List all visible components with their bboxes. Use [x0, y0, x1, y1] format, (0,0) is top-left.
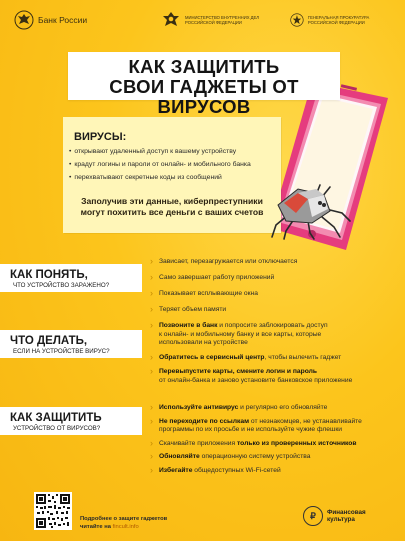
header-logos — [14, 8, 391, 32]
list-item-text: от онлайн-банка и заново установите банковское приложение — [159, 376, 353, 384]
title-line-2: СВОИ ГАДЖЕТЫ ОТ ВИРУСОВ — [109, 76, 299, 117]
list-item-text: и попросите заблокировать доступ — [217, 322, 328, 329]
list-item-bold: Не переходите по ссылкам — [159, 417, 250, 425]
mvd-logo — [161, 10, 273, 30]
list-item-text: использовали на устройстве — [159, 339, 248, 346]
list-item-bold: Обратитесь в сервисный центр — [159, 353, 265, 361]
list-item-text: общедоступных Wi-Fi-сетей — [192, 466, 281, 474]
fincult-label — [327, 509, 366, 524]
ruble-icon: ₽ — [303, 506, 323, 526]
list-item: › Само завершает работу приложений — [150, 274, 400, 283]
list-item-text: от незнакомцев, не устанавливайте — [249, 417, 362, 425]
list-item-text: и регулярно его обновляйте — [238, 404, 328, 411]
list-item: › Теряет объем памяти — [150, 306, 400, 315]
section-actions-list — [150, 322, 400, 385]
section-infection-subtitle: ЧТО УСТРОЙСТВО ЗАРАЖЕНО? — [13, 282, 110, 289]
fincult-brand — [303, 506, 366, 526]
list-item-bold: Избегайте — [159, 466, 193, 474]
section-infection-title: КАК ПОНЯТЬ, — [10, 269, 88, 281]
virus-warning — [72, 196, 272, 218]
list-item: › Зависает, перезагружается или отключается — [150, 258, 400, 267]
section-infection-list — [150, 258, 400, 315]
list-item-text: программы по их просьбе и не используйте чужие флешки — [159, 426, 343, 433]
list-item-bold: Позвоните в банк — [159, 322, 218, 329]
list-item — [150, 354, 400, 363]
bank-of-russia-logo — [14, 10, 114, 30]
bank-of-russia-label: Банк России — [38, 14, 88, 25]
list-item — [150, 322, 400, 348]
section-protect-title: КАК ЗАЩИТИТЬ — [10, 412, 102, 424]
prosecutor-logo — [290, 10, 391, 30]
qr-code-icon[interactable] — [34, 492, 72, 530]
section-protect-label — [0, 407, 142, 435]
footer-more-info — [80, 516, 167, 531]
footer-line-1: Подробнее о защите гаджетов — [80, 516, 168, 522]
prosecutor-label: ГЕНЕРАЛЬНАЯ ПРОКУРАТУРА РОССИЙСКОЙ ФЕДЕРАЦИИ — [307, 14, 370, 25]
virus-item: • крадут логины и пароли от онлайн- и мобильного банка — [69, 158, 279, 171]
section-actions-subtitle: ЕСЛИ НА УСТРОЙСТВЕ ВИРУС? — [13, 348, 110, 355]
virus-item: • открывают удаленный доступ к вашему устройству — [69, 145, 279, 158]
virus-warning-line-2: могут похитить все деньги с ваших счетов — [80, 207, 264, 217]
mvd-emblem-icon — [161, 10, 181, 30]
fincult-label-line-2: культура — [327, 516, 355, 523]
mvd-label: МИНИСТЕРСТВО ВНУТРЕННИХ ДЕЛ РОССИЙСКОЙ ФЕДЕРАЦИИ — [185, 14, 260, 25]
section-protect-subtitle: УСТРОЙСТВО ОТ ВИРУСОВ? — [13, 425, 101, 432]
section-actions-label — [0, 330, 142, 358]
footer-link[interactable]: fincult.info — [112, 523, 139, 530]
list-item-text: , чтобы вылечить гаджет — [264, 353, 342, 361]
list-item-bold: Обновляйте — [159, 453, 200, 460]
list-item-text: к онлайн- и мобильному банку и все карты, которые — [159, 330, 322, 338]
section-protect-list — [150, 404, 400, 475]
list-item — [150, 440, 400, 449]
title-line-1: КАК ЗАЩИТИТЬ — [128, 56, 280, 77]
virus-list — [69, 145, 279, 184]
list-item — [150, 467, 400, 476]
list-item — [150, 404, 400, 413]
list-item: › Показывает всплывающие окна — [150, 290, 400, 299]
section-actions-title: ЧТО ДЕЛАТЬ, — [10, 335, 88, 347]
list-item — [150, 418, 400, 435]
virus-warning-line-1: Заполучив эти данные, киберпреступники — [81, 196, 263, 206]
list-item-bold: только из проверенных источников — [237, 439, 357, 447]
list-item — [150, 368, 400, 385]
virus-info-box — [63, 117, 281, 233]
footer-line-2: читайте на — [80, 523, 113, 530]
section-infection-label — [0, 264, 142, 292]
list-item — [150, 453, 400, 462]
virus-bug-icon — [268, 181, 352, 241]
virus-item: • перехватывают секретные коды из сообщений — [69, 171, 279, 184]
list-item-text: Скачивайте приложения — [159, 439, 237, 447]
list-item-text: операционную систему устройства — [199, 453, 311, 460]
eagle-emblem-icon — [14, 10, 34, 30]
list-item-bold: Перевыпустите карты, смените логин и пароль — [159, 368, 317, 375]
poster-title — [68, 52, 340, 117]
prosecutor-emblem-icon — [290, 10, 304, 30]
list-item-bold: Используйте антивирус — [159, 404, 239, 411]
virus-heading: ВИРУСЫ: — [74, 131, 127, 143]
fincult-label-line-1: Финансовая — [327, 508, 366, 516]
